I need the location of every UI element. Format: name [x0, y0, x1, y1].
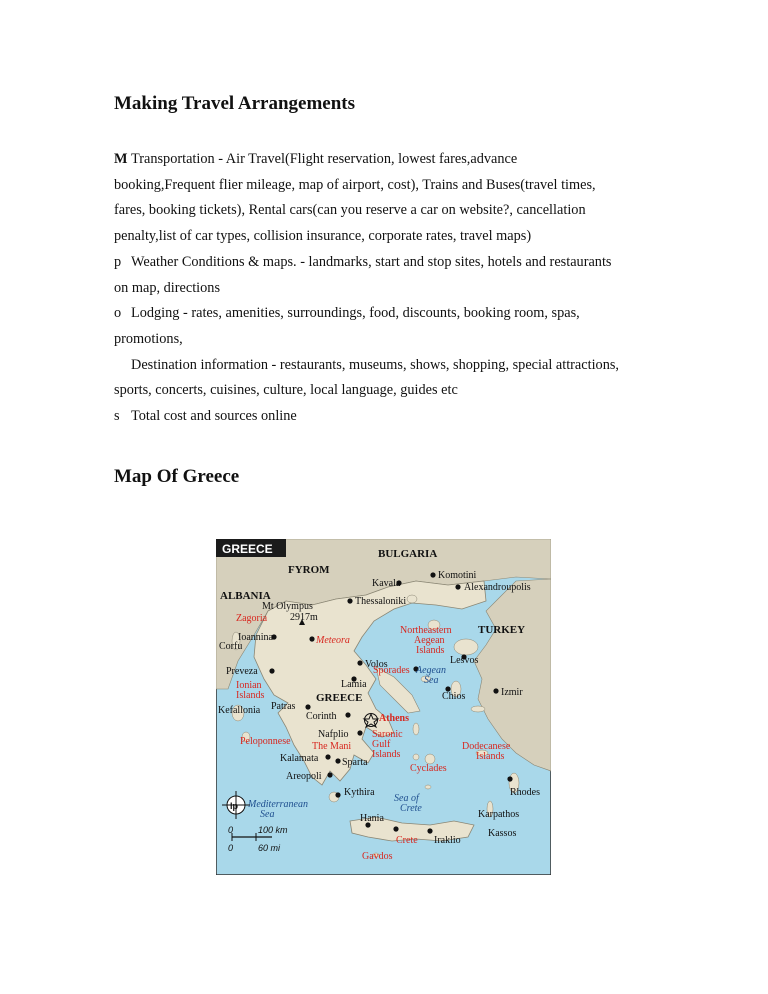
body-line [114, 151, 517, 168]
body-line [114, 202, 586, 219]
body-line [114, 305, 580, 322]
line-text: Total cost and sources online [131, 408, 297, 424]
areopoli-label: Areopoli [286, 771, 322, 782]
scale-mi-zero: 0 [228, 843, 234, 853]
saronic-label-3: Islands [372, 749, 401, 760]
sea-of-crete-label-1: Sea of [394, 793, 419, 804]
olympus-height-label: 2917m [290, 612, 318, 623]
bullet-marker: p [114, 253, 122, 270]
izmir-label: Izmir [501, 687, 523, 698]
bullet-marker: M [114, 151, 128, 167]
thessaloniki-label: Thessaloniki [355, 596, 407, 607]
volos-dot [357, 660, 362, 665]
samos-island [471, 706, 485, 712]
body-line [114, 228, 531, 245]
line-text: on map, directions [114, 279, 221, 296]
greece-label: GREECE [316, 692, 363, 704]
areopoli-dot [327, 772, 332, 777]
body-line [114, 280, 220, 297]
line-text: Lodging - rates, amenities, surroundings, food, discounts, booking room, spas, [131, 305, 580, 322]
body-line [114, 331, 183, 348]
rhodes-dot [507, 776, 512, 781]
athens-label: Athens [379, 713, 410, 724]
bullet-marker: s [114, 408, 120, 424]
kythira-dot [335, 792, 340, 797]
hania-label: Hania [360, 813, 384, 824]
map-heading: Map Of Greece [114, 466, 240, 487]
lamia-label: Lamia [341, 679, 367, 690]
line-text: promotions, [114, 330, 183, 347]
patras-label: Patras [271, 701, 296, 712]
mediterranean-label-2: Sea [260, 809, 275, 820]
alexandroupolis-label: Alexandroupolis [464, 582, 531, 593]
ne-aegean-label-2: Aegean [414, 635, 445, 646]
meteora-dot [309, 636, 314, 641]
nafplio-dot [357, 730, 362, 735]
kavala-label: Kavala [372, 578, 401, 589]
kassos-label: Kassos [488, 828, 517, 839]
kefallonia-label: Kefallonia [218, 705, 261, 716]
aegean-sea-label-2: Sea [424, 675, 439, 686]
mt-olympus-label: Mt Olympus [262, 601, 313, 612]
izmir-dot [493, 688, 498, 693]
body-line [114, 357, 619, 374]
preveza-dot [269, 668, 274, 673]
fyrom-label: FYROM [288, 564, 330, 576]
line-text: Weather Conditions & maps. - landmarks, start and stop sites, hotels and restaurants [131, 253, 612, 270]
kalamata-label: Kalamata [280, 753, 319, 764]
turkey-label: TURKEY [478, 624, 526, 636]
scale-km-label: 100 km [258, 825, 288, 835]
rhodes-label: Rhodes [510, 787, 540, 798]
crete-label: Crete [396, 835, 418, 846]
iraklio-label: Iraklio [434, 835, 461, 846]
thessaloniki-dot [347, 598, 352, 603]
dodecanese-label-2: Islands [476, 751, 505, 762]
logo-label: lp [230, 801, 238, 811]
lesvos-island [454, 639, 478, 655]
gavdos-label: Gavdos [362, 851, 393, 862]
mediterranean-label-1: Mediterranean [248, 799, 308, 810]
paros-island [413, 754, 419, 760]
komotini-dot [430, 572, 435, 577]
ne-aegean-label-1: Northeastern [400, 625, 452, 636]
alexandroupolis-dot [455, 584, 460, 589]
line-text: fares, booking tickets), Rental cars(can you reserve a car on website?, cancellation [114, 202, 586, 219]
line-text: Transportation - Air Travel(Flight reservation, lowest fares,advance [131, 151, 518, 167]
bulgaria-label: BULGARIA [378, 548, 438, 560]
kythira-label: Kythira [344, 787, 375, 798]
lesvos-label: Lesvos [450, 655, 479, 666]
bullet-marker: o [114, 305, 122, 322]
sea-of-crete-label-2: Crete [400, 803, 422, 814]
albania-label: ALBANIA [220, 590, 271, 602]
thasos-island [407, 595, 417, 603]
corinth-label: Corinth [306, 711, 337, 722]
kalamata-dot [325, 754, 330, 759]
the-mani-label: The Mani [312, 741, 352, 752]
iraklio-dot [427, 828, 432, 833]
aegean-sea-label-1: Aegean [416, 665, 446, 676]
line-text: penalty,list of car types, collision insurance, corporate rates, travel maps) [114, 228, 532, 245]
sparta-label: Sparta [342, 757, 368, 768]
body-line [114, 254, 611, 271]
scale-km-zero: 0 [228, 825, 234, 835]
ionian-label-2: Islands [236, 690, 265, 701]
dodecanese-label-1: Dodecanese [462, 741, 511, 752]
nafplio-label: Nafplio [318, 729, 349, 740]
saronic-label-2: Gulf [372, 739, 391, 750]
volos-label: Volos [365, 659, 388, 670]
karpathos-label: Karpathos [478, 809, 520, 820]
corfu-label: Corfu [219, 641, 243, 652]
ionian-label-1: Ionian [236, 680, 262, 691]
scale-mi-label: 60 mi [258, 843, 281, 853]
page-title: Making Travel Arrangements [114, 93, 355, 114]
map-header-label: GREECE [222, 542, 273, 556]
ioannina-label: Ioannina [238, 632, 273, 643]
body-line [114, 177, 596, 194]
sporades-label: Sporades [373, 665, 410, 676]
santorini-island [425, 785, 431, 789]
line-text: Destination information - restaurants, museums, shows, shopping, special attractions, [131, 356, 619, 373]
greece-map [216, 539, 551, 875]
patras-dot [305, 704, 310, 709]
body-line [114, 382, 458, 399]
ne-aegean-label-3: Islands [416, 645, 445, 656]
body-line [114, 408, 297, 425]
line-text: sports, concerts, cuisines, culture, local language, guides etc [114, 382, 458, 399]
komotini-label: Komotini [438, 570, 477, 581]
sparta-dot [335, 758, 340, 763]
line-text: booking,Frequent flier mileage, map of airport, cost), Trains and Buses(travel times, [114, 176, 596, 193]
andros-island [413, 723, 419, 735]
meteora-label: Meteora [316, 635, 350, 646]
zagoria-label: Zagoria [236, 613, 268, 624]
chios-label: Chios [442, 691, 466, 702]
cyclades-label: Cyclades [410, 763, 447, 774]
crete-dot [393, 826, 398, 831]
peloponnese-label: Peloponnese [240, 736, 291, 747]
corinth-dot [345, 712, 350, 717]
saronic-label-1: Saronic [372, 729, 403, 740]
preveza-label: Preveza [226, 666, 258, 677]
